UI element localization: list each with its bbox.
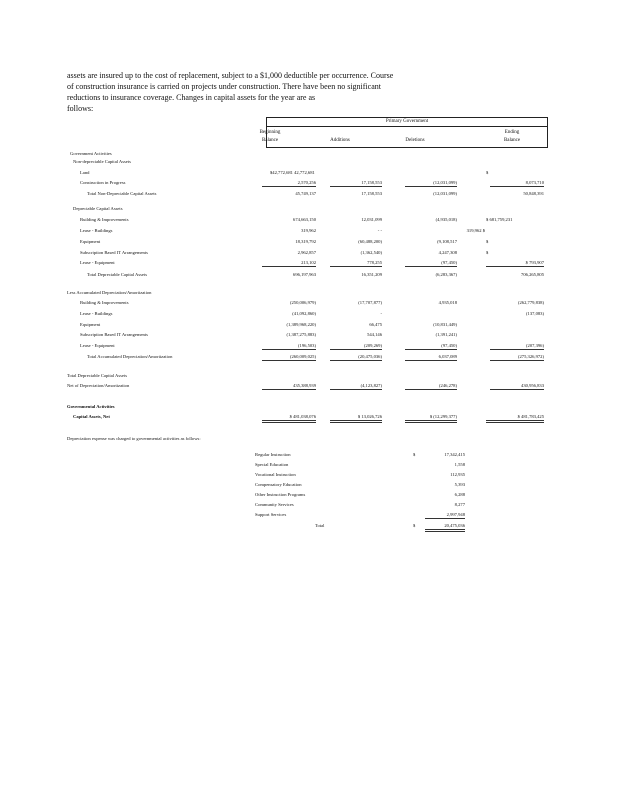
row-ending: 8,073,710 bbox=[490, 180, 544, 187]
row-ending: $ 793,907 bbox=[486, 260, 544, 267]
header-bottom-rule bbox=[266, 147, 548, 148]
row-additions: (20,475,036) bbox=[330, 354, 382, 361]
row-ending: 50,848,391 bbox=[523, 191, 544, 196]
row-beginning: 319,962 bbox=[301, 228, 316, 233]
row-label: Building & Improvements bbox=[80, 300, 129, 305]
header-deletions: Deletions bbox=[405, 138, 425, 143]
row-beginning: 2,962,857 bbox=[297, 250, 316, 255]
row-ending: (207,396) bbox=[490, 343, 544, 350]
intro-line-1: assets are insured up to the cost of replacement, subject to a $1,000 deductible per occurrence. Course bbox=[67, 71, 394, 80]
row-beginning: (1,387,275,883) bbox=[286, 332, 316, 337]
dep-item-value: 112,935 bbox=[450, 472, 465, 477]
row-beginning: (260,009,025) bbox=[262, 354, 316, 361]
row-beginning: (1,389,968,220) bbox=[286, 322, 316, 327]
depreciation-intro: Depreciation expense was charged to governmental activities as follows: bbox=[67, 436, 201, 441]
row-label: Lease - Buildings bbox=[80, 228, 113, 233]
row-label: Capital Assets, Net bbox=[73, 414, 110, 419]
row-label: Total Non-Depreciable Capital Assets bbox=[87, 191, 157, 196]
row-beginning: 2,570,256 bbox=[262, 180, 316, 187]
dep-item-label: Other Instruction Programs bbox=[255, 492, 306, 497]
row-beginning: 45,749,137 bbox=[295, 191, 316, 196]
row-label: Equipment bbox=[80, 322, 101, 327]
intro-line-3: reductions to insurance coverage. Changes in capital assets for the year are as bbox=[67, 93, 316, 102]
row-label: Construction in Progress bbox=[80, 180, 126, 185]
row-additions: 16,351,209 bbox=[361, 272, 382, 277]
row-label: Governmental Activities bbox=[67, 404, 115, 409]
row-beginning: (250,006,979) bbox=[289, 300, 316, 305]
row-deletions: 6,037,089 bbox=[405, 354, 457, 361]
row-label: Land bbox=[80, 170, 90, 175]
row-deletions: $ (12,299,377) bbox=[405, 414, 457, 423]
row-beginning: 696,197,963 bbox=[293, 272, 316, 277]
row-deletions: 319,962 $ bbox=[466, 228, 485, 233]
row-ending: (262,779,838) bbox=[517, 300, 544, 305]
row-deletions: (12,031,099) bbox=[433, 191, 457, 196]
row-label: Equipment bbox=[80, 239, 101, 244]
row-deletions: (9,108,517 bbox=[437, 239, 457, 244]
row-deletions: 4,247,308 bbox=[438, 250, 457, 255]
dep-item-label: Support Services bbox=[255, 512, 287, 517]
row-deletions: 4,935,018 bbox=[438, 300, 457, 305]
header-ending-1: Ending bbox=[504, 130, 520, 135]
row-ending: $ bbox=[486, 250, 489, 255]
row-ending: 430,956,833 bbox=[490, 383, 544, 390]
row-label: Government Activities bbox=[70, 151, 112, 156]
dep-total-dollar: $ bbox=[413, 523, 416, 528]
row-ending: $ bbox=[486, 170, 489, 175]
row-beginning: (41,092,860) bbox=[292, 311, 316, 316]
row-beginning: $ 481,038,076 bbox=[262, 414, 316, 423]
header-group-label: Primary Government bbox=[385, 119, 429, 124]
dep-item-label: Vocational Instruction bbox=[255, 472, 296, 477]
dep-item-label: Regular Instruction bbox=[255, 452, 291, 457]
row-label: Depreciable Capital Assets bbox=[73, 206, 123, 211]
row-deletions: (246,278) bbox=[405, 383, 457, 390]
dep-item-dollar: $ bbox=[413, 452, 416, 457]
header-beginning-2: Balance bbox=[261, 138, 279, 143]
row-beginning: 435,388,939 bbox=[262, 383, 316, 390]
row-label: Lease - Equipment bbox=[80, 260, 115, 265]
row-additions: 66,475 bbox=[369, 322, 382, 327]
dep-item-label: Special Education bbox=[255, 462, 289, 467]
row-label: Total Depreciable Capital Assets bbox=[87, 272, 148, 277]
header-additions: Additions bbox=[330, 138, 350, 143]
row-label: Lease - Equipment bbox=[80, 343, 115, 348]
dep-item-value: 1,558 bbox=[454, 462, 465, 467]
row-deletions: (97,450) bbox=[405, 343, 457, 350]
row-deletions: (4,935,018) bbox=[435, 217, 457, 222]
header-top-rule bbox=[266, 117, 548, 118]
row-additions: $ 13,026,726 bbox=[330, 414, 382, 423]
row-ending: (137,083) bbox=[526, 311, 544, 316]
row-ending: (275,326,972) bbox=[490, 354, 544, 361]
dep-total-label: Total bbox=[315, 523, 325, 528]
row-additions: 778,255 bbox=[330, 260, 382, 267]
header-mid-rule bbox=[266, 126, 548, 127]
row-additions: (4,123,827) bbox=[330, 383, 382, 390]
row-ending: $ 481,783,425 bbox=[486, 414, 544, 423]
row-additions: - - bbox=[377, 228, 382, 233]
row-ending: 706,265,805 bbox=[521, 272, 544, 277]
row-deletions: (6,283,367) bbox=[435, 272, 457, 277]
row-additions: 17,158,553 bbox=[330, 180, 382, 187]
dep-item-value: 17,342,415 bbox=[444, 452, 465, 457]
row-label: Less Accumulated Depreciation/Amortization bbox=[67, 290, 152, 295]
dep-total-value: 20,475,036 bbox=[425, 523, 465, 532]
row-beginning: $42,772,681 42,772,681 bbox=[270, 170, 315, 175]
row-additions: 17,158,553 bbox=[361, 191, 382, 196]
header-right-border bbox=[547, 117, 548, 148]
row-additions: (209,269) bbox=[330, 343, 382, 350]
row-additions: 12,031,099 bbox=[361, 217, 382, 222]
row-label: Non-depreciable Capital Assets bbox=[73, 159, 131, 164]
row-beginning: (196,503) bbox=[262, 343, 316, 350]
row-ending: $ bbox=[486, 239, 489, 244]
row-deletions: (97,450) bbox=[405, 260, 457, 267]
dep-item-value: 8,277 bbox=[454, 502, 465, 507]
row-label: Lease - Buildings bbox=[80, 311, 113, 316]
row-deletions: (12,031,099) bbox=[405, 180, 457, 187]
row-label: Subscription Based IT Arrangements bbox=[80, 332, 148, 337]
intro-line-4: follows: bbox=[67, 104, 94, 113]
dep-item-label: Compensatory Education bbox=[255, 482, 302, 487]
header-ending-2: Balance bbox=[503, 138, 521, 143]
row-deletions: (10,831,449) bbox=[433, 322, 457, 327]
dep-item-value: 2,997,948 bbox=[425, 512, 465, 519]
row-additions: (1,362,540) bbox=[360, 250, 382, 255]
row-label: Building & Improvements bbox=[80, 217, 129, 222]
row-deletions: (1,391,241) bbox=[435, 332, 457, 337]
dep-item-value: 5,393 bbox=[454, 482, 465, 487]
row-label: Subscription Based IT Arrangements bbox=[80, 250, 148, 255]
header-beginning-1: Beginning bbox=[259, 130, 281, 135]
row-additions: 544,146 bbox=[367, 332, 382, 337]
row-beginning: 213,102 bbox=[262, 260, 316, 267]
row-additions: (17,707,877) bbox=[358, 300, 382, 305]
row-label: Total Accumulated Depreciation/Amortization bbox=[87, 354, 173, 359]
row-ending: $ 681,759,231 bbox=[486, 217, 513, 222]
intro-line-2: of construction insurance is carried on projects under construction. There have been no significant bbox=[67, 82, 381, 91]
row-label: Net of Depreciation/Amortization bbox=[67, 383, 130, 388]
row-beginning: 674,663,150 bbox=[293, 217, 316, 222]
row-additions: (60,488,200) bbox=[358, 239, 382, 244]
row-additions: - bbox=[380, 311, 382, 316]
row-label: Total Depreciable Capital Assets bbox=[67, 373, 128, 378]
row-beginning: 18,319,792 bbox=[295, 239, 316, 244]
dep-item-value: 6,288 bbox=[454, 492, 465, 497]
dep-item-label: Community Services bbox=[255, 502, 294, 507]
